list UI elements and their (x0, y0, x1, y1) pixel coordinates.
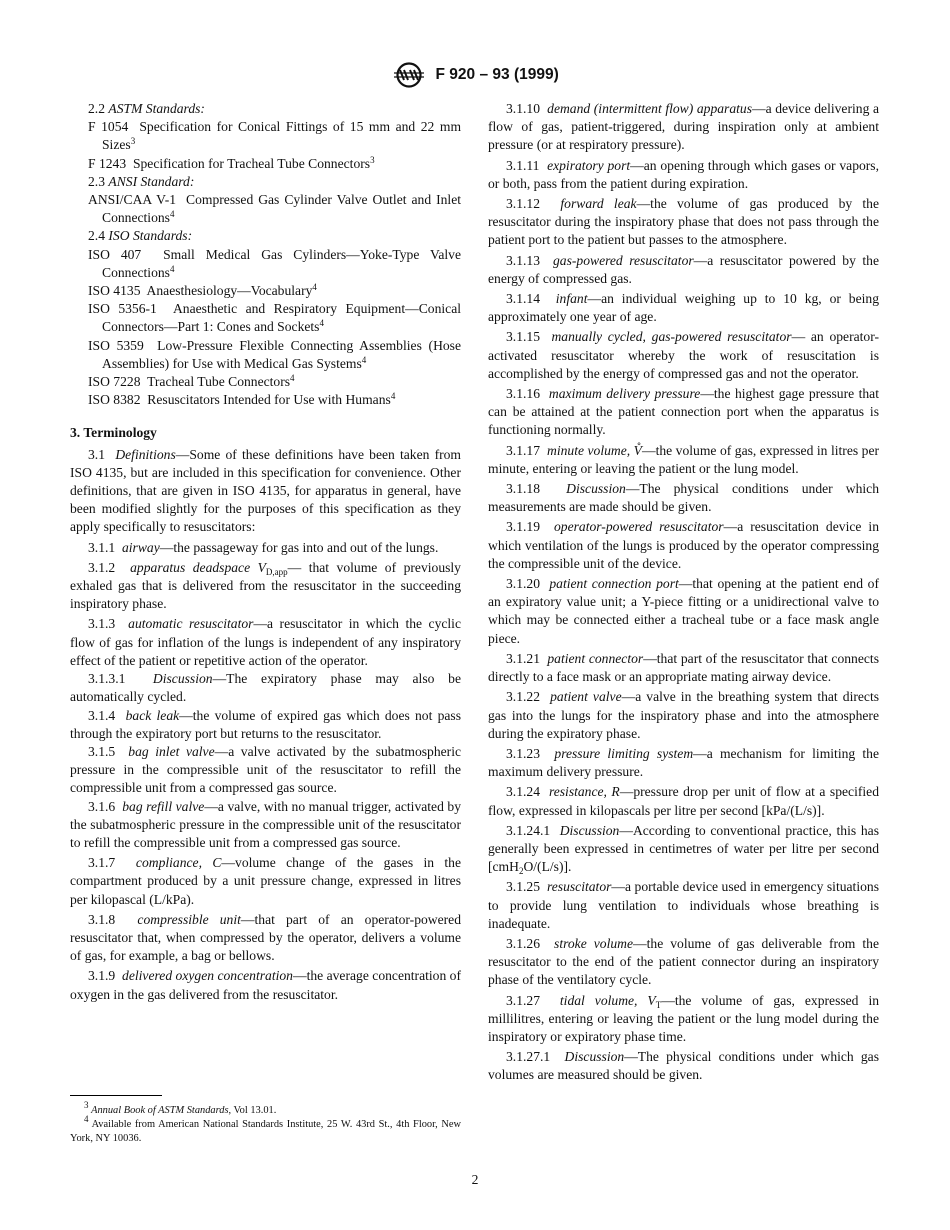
definition-paragraph: 3.1.22 patient valve—a valve in the breathing system that directs gas into the lungs for the inspiratory phase and into the atmosphere during the expiratory phase. (488, 689, 880, 741)
reference-item: ISO 407 Small Medical Gas Cylinders—Yoke-Type Valve Connections$^4$ (88, 246, 461, 280)
definition-paragraph: 3.1.4 back leak—the volume of expired gas which does not pass through the expiratory port but returns to the resuscitator. (70, 707, 462, 741)
definition-paragraph: 3.1.13 gas-powered resuscitator—a resuscitator powered by the energy of compressed gas. (488, 252, 879, 286)
footnotes (70, 1100, 461, 1146)
reference-item: F 1243 Specification for Tracheal Tube Connectors$^3$ (88, 154, 375, 171)
footnote: $^3$ Annual Book of ASTM Standards, Vol 13.01. (84, 1100, 277, 1116)
definition-paragraph: 3.1.1 airway—the passageway for gas into and out of the lungs. (88, 539, 439, 555)
definition-paragraph: 3.1.24 resistance, R—pressure drop per unit of flow at a specified flow, expressed in kilopascals per litre per second [kPa/(L/s)]. (488, 784, 879, 818)
definition-paragraph: 3.1.27.1 Discussion—The physical conditions under which gas volumes are measured should be given. (488, 1049, 880, 1083)
page-header (0, 62, 950, 88)
reference-item: ISO 5356-1 Anaesthetic and Respiratory Equipment—Conical Connectors—Part 1: Cones and Sockets$^4$ (88, 301, 461, 335)
definition-paragraph: 3.1.16 maximum delivery pressure—the highest gage pressure that can be attained at the patient connection port when the apparatus is functioning normally. (488, 386, 879, 438)
reference-item: ISO 7228 Tracheal Tube Connectors$^4$ (88, 373, 295, 390)
definition-paragraph: 3.1.18 Discussion—The physical conditions under which measurements are made should be given. (488, 481, 880, 515)
astm-logo-icon (391, 62, 427, 88)
ansi-reference-list (70, 191, 461, 227)
definition-paragraph: 3.1.12 forward leak—the volume of gas produced by the resuscitator during the inspiratory phase that does not pass through the patient port to the patient but passes to the atmosphere. (488, 196, 880, 248)
right-column (488, 100, 879, 1085)
definition-paragraph: 3.1.27 tidal volume, $V_T—the$ volume of gas, expressed in millilitres, entering or leaving the patient or the lung model during the inspiratory or expiratory phase time. (488, 992, 880, 1044)
section-heading-2-4: 2.4 ISO Standards: (88, 228, 193, 244)
definition-paragraph: 3.1.5 bag inlet valve—a valve activated by the subatmospheric pressure in the compressible unit of the resuscitator to refill the compressible unit from a compressed gas source. (70, 743, 462, 796)
definition-paragraph: 3.1.3 automatic resuscitator—a resuscitator in which the cyclic flow of gas for inflation of the lungs is independent of any inspiratory effect of the patient or repetitive action of the operator. (70, 616, 461, 668)
section-heading-2-2: 2.2 ASTM Standards: (88, 101, 205, 116)
document-designation: F 920 – 93 (1999) (435, 66, 559, 83)
section-heading-2-3: 2.3 ANSI Standard: (88, 173, 195, 189)
page-number: 2 (471, 1172, 479, 1187)
definition-paragraph: 3.1.26 stroke volume—the volume of gas deliverable from the resuscitator to the end of the patient connector during an inspiratory phase of the ventilatory cycle. (488, 935, 879, 988)
definition-paragraph: 3.1.19 operator-powered resuscitator—a resuscitation device in which ventilation of the lungs is produced by the operator compressing the compressible unit of the device. (488, 519, 879, 571)
reference-item: F 1054 Specification for Conical Fittings of 15 mm and 22 mm Sizes$^3$ (88, 119, 462, 153)
reference-item: ISO 8382 Resuscitators Intended for Use with Humans$^4$ (88, 391, 396, 408)
definition-paragraph: 3.1.8 compressible unit—that part of an operator-powered resuscitator that, when compressed by the operator, delivers a volume of gas, for example, a bag or bellows. (70, 911, 461, 964)
definition-paragraph: 3.1.21 patient connector—that part of the resuscitator that connects directly to a face mask or an appropriate mating airway device. (488, 650, 879, 685)
iso-reference-list (70, 246, 461, 410)
definition-paragraph: 3.1.9 delivered oxygen concentration—the average concentration of oxygen in the gas delivered from the resuscitator. (70, 968, 462, 1002)
astm-reference-list (70, 118, 461, 173)
reference-item: ISO 5359 Low-Pressure Flexible Connecting Assemblies (Hose Assemblies) for Use with Medical Gas Systems$^4$ (88, 337, 462, 371)
footnote-divider (70, 1095, 162, 1096)
definition-paragraph: 3.1.10 demand (intermittent flow) apparatus—a device delivering a flow of gas, patient-triggered, during inspiration only at ambient pressure (or at respiratory pressure). (488, 101, 879, 153)
section-heading-terminology: 3. Terminology (70, 425, 157, 441)
definition-paragraph: 3.1.24.1 Discussion—According to conventional practice, this has generally been expressed in centimetres of water per litre per second [cmH$_2$O/(L/s)]. (488, 822, 880, 877)
reference-item: ANSI/CAA V-1 Compressed Gas Cylinder Valve Outlet and Inlet Connections$^4$ (88, 192, 462, 226)
reference-item: ISO 4135 Anaesthesiology—Vocabulary$^4$ (88, 282, 317, 299)
definition-paragraph: 3.1.3.1 Discussion—The expiratory phase may also be automatically cycled. (70, 671, 462, 705)
definition-paragraph: 3.1.14 infant—an individual weighing up to 10 kg, or being approximately one year of age. (488, 291, 880, 325)
definition-paragraph: 3.1.23 pressure limiting system—a mechanism for limiting the maximum delivery pressure. (488, 745, 880, 780)
footnote: $^4$ Available from American National Standards Institute, 25 W. 43rd St., 4th Floor, New York, NY 10036. (70, 1114, 461, 1144)
definition-paragraph: 3.1.17 minute volume, V̊—the volume of gas, expressed in litres per minute, entering or leaving the patient or the lung model. (488, 442, 880, 476)
definition-paragraph: 3.1.15 manually cycled, gas-powered resuscitator— an operator-activated resuscitator whereby the work of resuscitation is accomplished by the energy of compressed gas and not the operator. (488, 329, 880, 381)
definition-paragraph: 3.1.20 patient connection port—that opening at the patient end of an expiratory value unit; a Y-piece fitting or a unidirectional valve to which may be connected either a tracheal tube or a face mask angle piece. (488, 576, 880, 646)
definition-paragraph: 3.1.7 compliance, C—volume change of the gases in the compartment produced by a unit pressure change, expressed in litres per kilopascal (L/kPa). (70, 855, 462, 907)
definition-paragraph: 3.1.11 expiratory port—an opening through which gases or vapors, or both, pass from the patient during expiration. (488, 157, 880, 191)
definition-paragraph: 3.1.25 resuscitator—a portable device used in emergency situations to provide lung ventilation to individuals whose breathing is inadequate. (488, 879, 879, 931)
definition-paragraph: 3.1 Definitions—Some of these definitions have been taken from ISO 4135, but are included in this specification for convenience. Other definitions, that are given in ISO 4135, for apparatus in general, have been modified slightly for the purposes of this specification as they apply specifically to resuscitators: (70, 446, 462, 535)
left-column (70, 100, 461, 1004)
definition-paragraph: 3.1.6 bag refill valve—a valve, with no manual trigger, activated by the subatmospheric pressure in the compressible unit of the resuscitator to refill the compressible unit from a compressed gas source. (70, 798, 462, 850)
definition-paragraph: 3.1.2 apparatus deadspace $V_{D,app}—$ that volume of previously exhaled gas that is delivered from the resuscitator in the succeeding inspiratory phase. (70, 559, 461, 612)
